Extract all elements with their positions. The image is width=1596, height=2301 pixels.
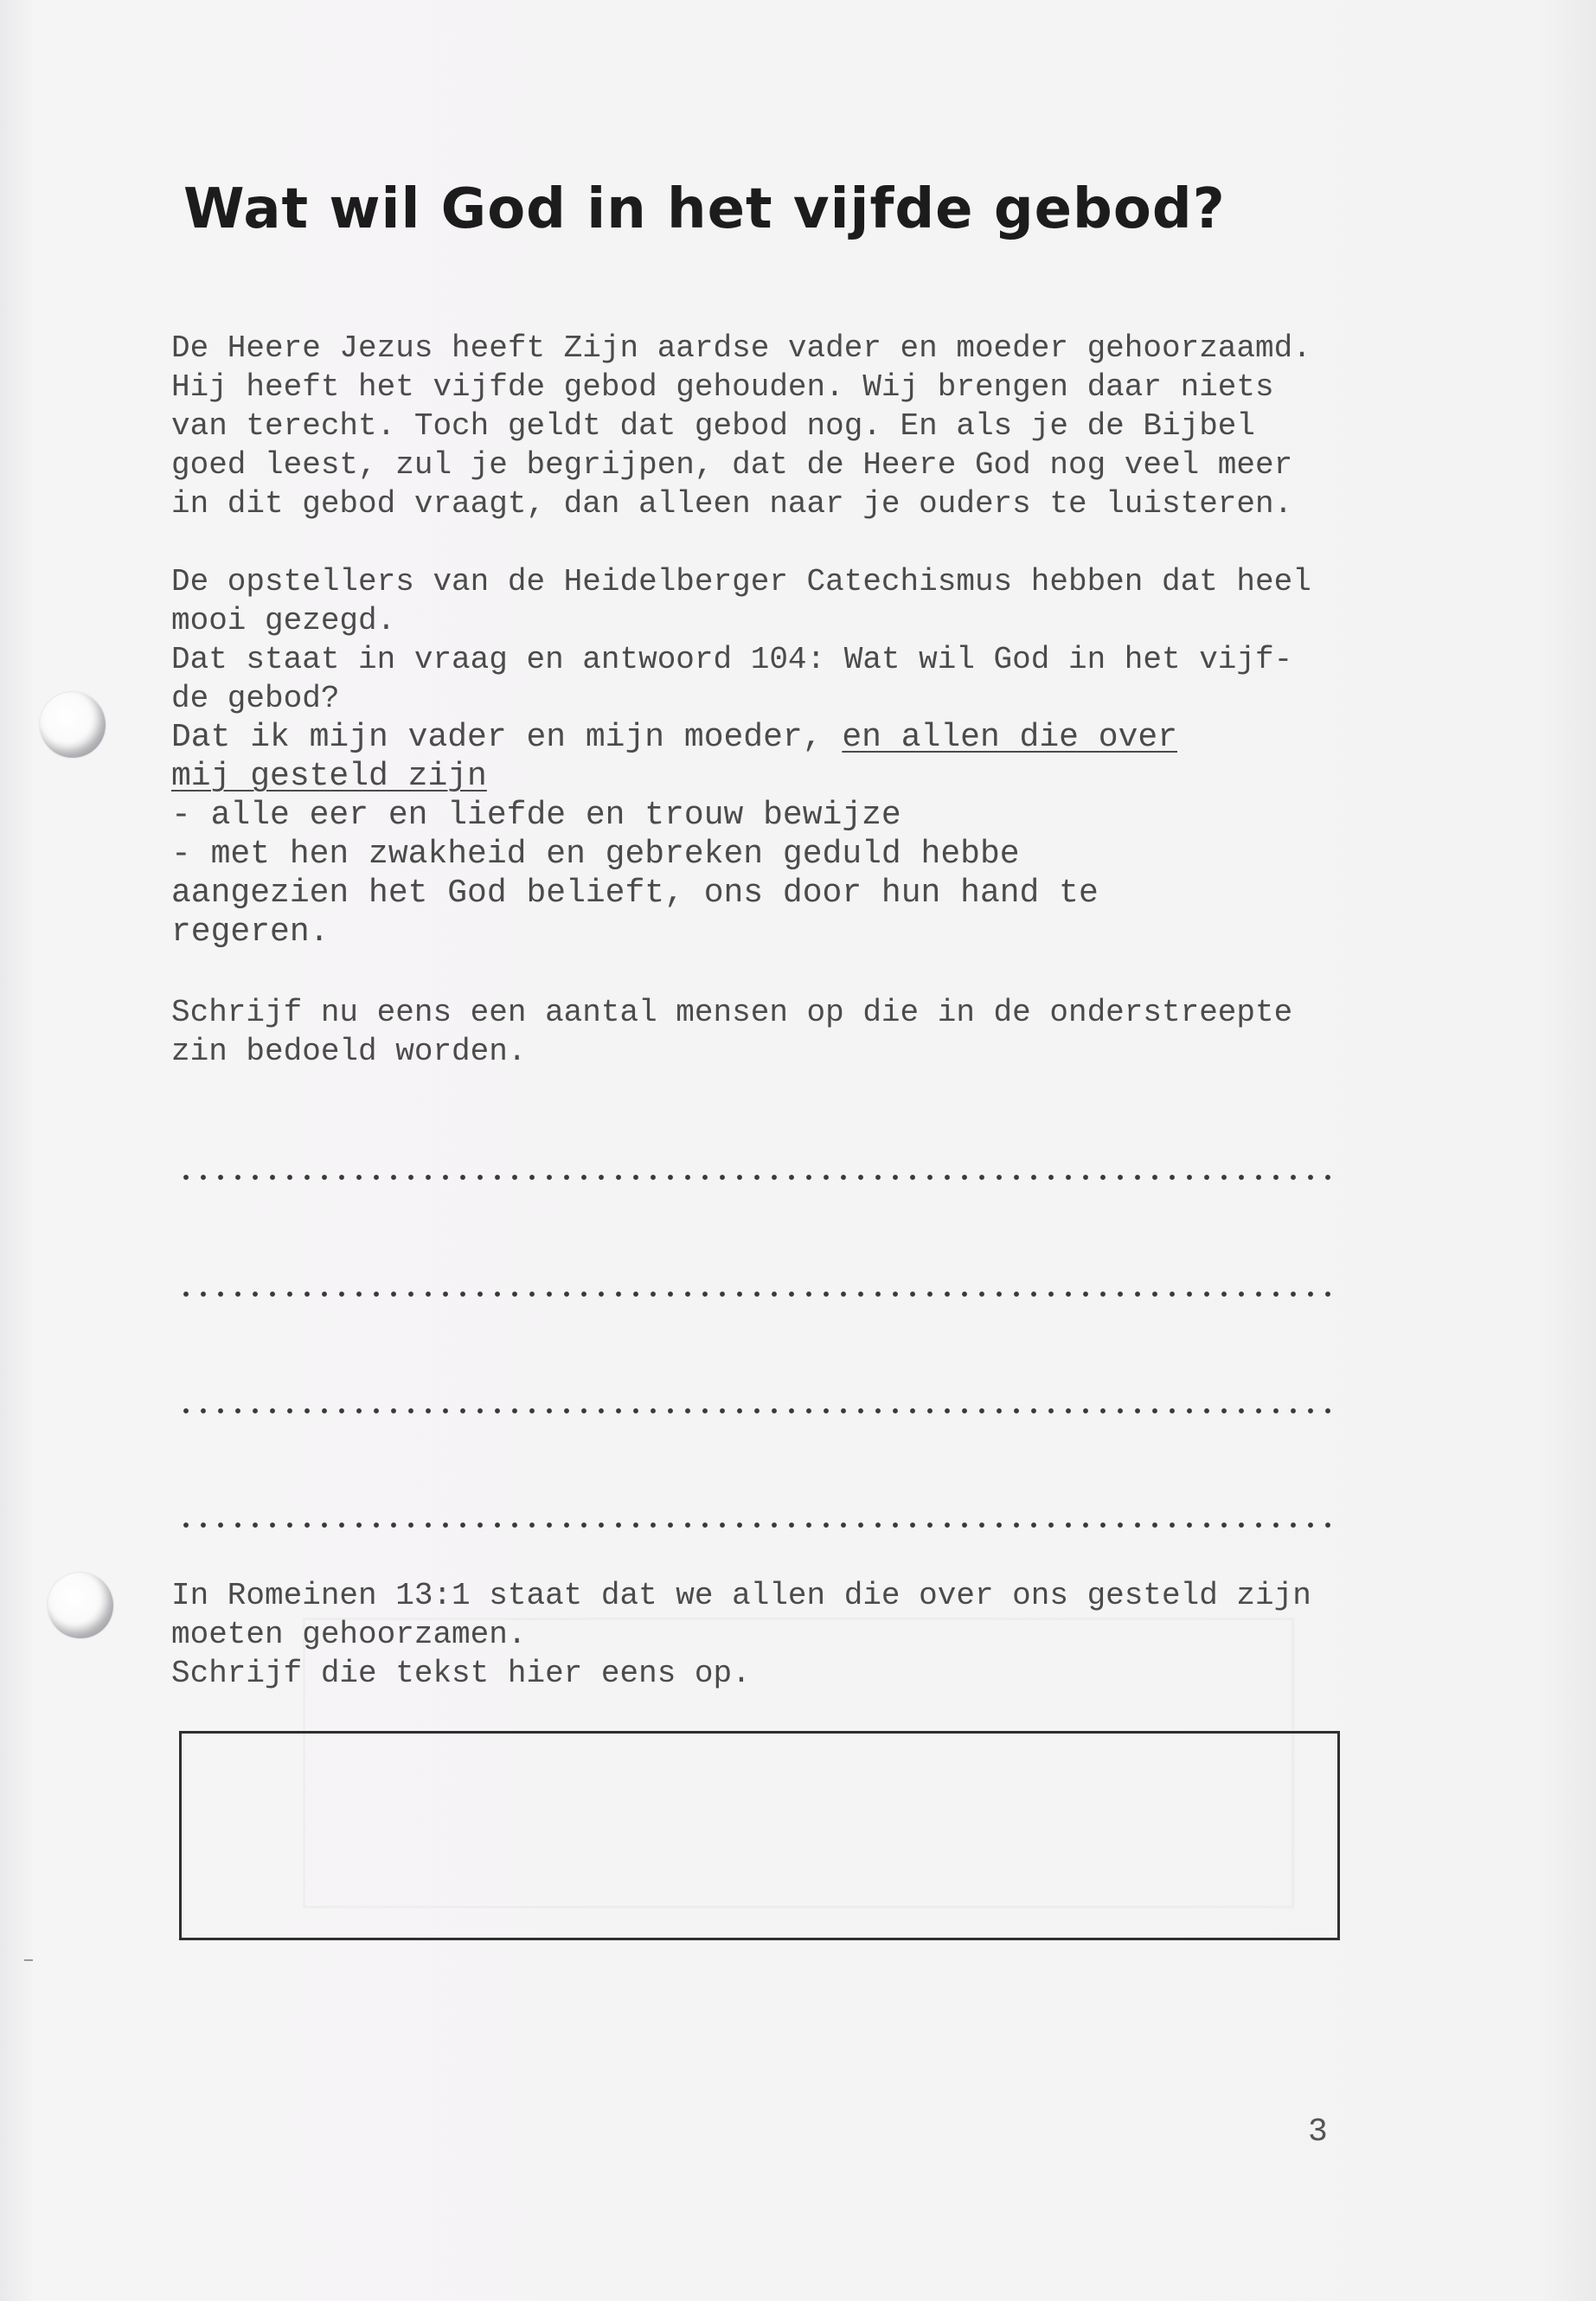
paragraph-intro — [171, 329, 1311, 523]
instruction-line: In Romeinen 13:1 staat dat we allen die over ons gesteld zijn — [171, 1578, 1311, 1613]
answer-line: aangezien het God belieft, ons door hun hand te — [171, 875, 1099, 912]
paragraph-catechism — [171, 562, 1311, 718]
instruction-line: Schrijf die tekst hier eens op. — [171, 1656, 751, 1691]
instruction-write-text — [171, 1576, 1311, 1693]
paragraph-line: De opstellers van de Heidelberger Catechismus hebben dat heel — [171, 564, 1311, 599]
instruction-write-people — [171, 993, 1292, 1071]
answer-dotted-line-3[interactable] — [177, 1407, 1336, 1414]
paragraph-line: De Heere Jezus heeft Zijn aardse vader en moeder gehoorzaamd. — [171, 330, 1311, 366]
answer-line-1 — [171, 718, 1177, 757]
paragraph-line: in dit gebod vraagt, dan alleen naar je ouders te luisteren. — [171, 486, 1293, 522]
answer-dotted-line-4[interactable] — [177, 1522, 1336, 1529]
page-title: Wat wil God in het vijfde gebod? — [183, 177, 1226, 241]
paragraph-line: Hij heeft het vijfde gebod gehouden. Wij brengen daar niets — [171, 369, 1274, 405]
answer-dotted-line-1[interactable] — [177, 1174, 1336, 1181]
catechism-answer — [171, 718, 1177, 952]
punch-hole-bottom — [48, 1573, 113, 1638]
margin-mark — [24, 1959, 33, 1961]
paragraph-line: mooi gezegd. — [171, 603, 396, 638]
page-number: 3 — [1308, 2113, 1328, 2150]
answer-text: Dat ik mijn vader en mijn moeder, — [171, 719, 843, 756]
instruction-line: moeten gehoorzamen. — [171, 1617, 527, 1652]
underlined-phrase-continued: mij gesteld zijn — [171, 758, 487, 795]
paragraph-line: Dat staat in vraag en antwoord 104: Wat wil God in het vijf- — [171, 642, 1293, 677]
paragraph-line: de gebod? — [171, 681, 340, 716]
instruction-line: Schrijf nu eens een aantal mensen op die in de onderstreepte — [171, 995, 1293, 1030]
paragraph-line: goed leest, zul je begrijpen, dat de Heere God nog veel meer — [171, 447, 1293, 483]
answer-line: - alle eer en liefde en trouw bewijze — [171, 797, 901, 834]
instruction-line: zin bedoeld worden. — [171, 1034, 527, 1069]
answer-dotted-line-2[interactable] — [177, 1291, 1336, 1298]
underlined-phrase: en allen die over — [842, 719, 1177, 756]
answer-line: - met hen zwakheid en gebreken geduld hebbe — [171, 836, 1020, 873]
answer-box[interactable] — [179, 1731, 1340, 1940]
punch-hole-top — [40, 692, 106, 758]
paragraph-line: van terecht. Toch geldt dat gebod nog. En als je de Bijbel — [171, 408, 1256, 444]
answer-line: regeren. — [171, 913, 330, 951]
